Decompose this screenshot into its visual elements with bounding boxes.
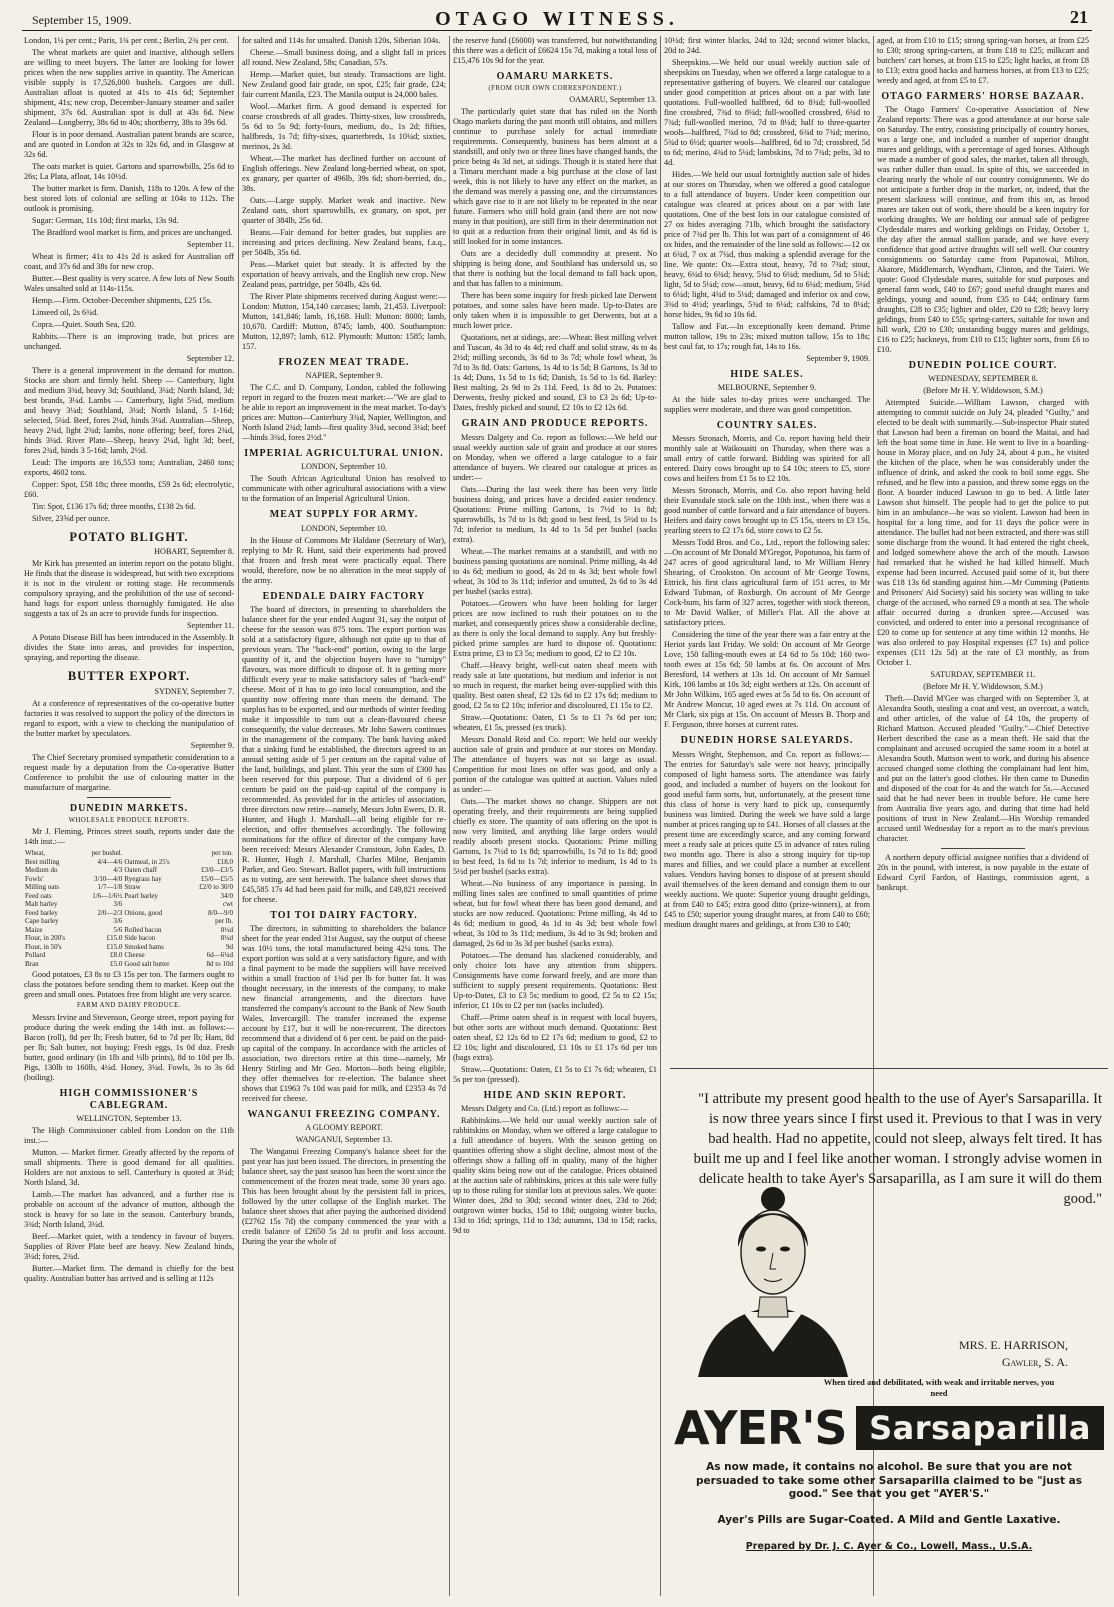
paragraph: The particularly quiet state that has ruled on the North Otago markets during the past month still obtains, and millers continue to purchase solely for actual immediate requirements. Consequently, business has been almost at a standstill, and only two or three lines have changed hands, the price being 4s 3d net, at sidings. Though it is stated here that a Timaru merchant made a big purchase at the close of last week, this is not likely to have any effect on the market, as the demand was merely a passing one, and the circumstances which gave rise to it are not likely to be repeated in the near future. Farmers who still hold grain (and there are not now many in that position), are still firm in their determination not to quit at a reduction from their original limit, and 4s 6d is still looked for in some instances. [453, 107, 657, 247]
table-cell: Flour, in 50's [25, 942, 62, 951]
table-cell: Rolled bacon [124, 925, 162, 934]
subheading: WHOLESALE PRODUCE REPORTS. [68, 816, 190, 824]
table-cell: 3/6 [113, 900, 123, 909]
column-4 [664, 36, 870, 1064]
headline-butter-export: BUTTER EXPORT. [67, 669, 191, 684]
headline-wanganui: WANGANUI FREEZING COMPANY. [247, 1108, 441, 1120]
paragraph: Hemp.—Firm. October-December shipments, £25 15s. [32, 296, 212, 305]
headline-potato-blight: POTATO BLIGHT. [69, 530, 189, 544]
table-cell: £5/0—£5/5 [201, 874, 233, 883]
column-rule [660, 36, 661, 1596]
table-cell: Fowls' [25, 874, 44, 883]
paragraph: Peas.—Market quiet but steady. It is affected by the exportation of heavy arrivals, and the English new crop. New Zealand peas, partridge, per 504lb, 42s 6d. [242, 260, 446, 289]
paragraph: Mr J. Fleming, Princes street south, reports under date the 14th inst.:— [24, 826, 234, 846]
paragraph: Straw.—Quotations: Oaten, £1 5s to £1 7s 6d; wheaten, £1 5s per ton (pressed). [453, 1064, 657, 1084]
table-row [24, 892, 234, 901]
table-cell: Medium do [25, 866, 58, 875]
headline-oamaru: OAMARU MARKETS. [496, 71, 614, 82]
table-cell: Bran [25, 959, 39, 968]
paragraph: Oats.—The market shows no change. Shippers are not operating freely, and their requirements are being supplied chiefly ex store. The quantity of oats offering on the spot is now very limited, and anything like large orders would readily absorb present stocks. Quotations: Prime milling Gartons, 1s 7½d to 1s 8d; sparrowbills, 1s 7d to 1s 8d; good to best feed, 1s 6d to 1s 7d; inferior to medium, 1s 4d to 1s 5½d per bushel (sacks extra). [453, 796, 657, 876]
ad-body-text: As now made, it contains no alcohol. Be sure that you are not persuaded to take some other Sarsaparilla claimed to be "just as good." See that you get "AYER'S." [696, 1461, 1082, 1501]
headline-hide-sales: HIDE SALES. [730, 369, 804, 380]
table-cell: cwt [222, 900, 233, 909]
table-cell: per ton. [211, 848, 233, 857]
table-row [24, 943, 234, 952]
brand-banner [674, 1403, 1104, 1453]
paragraph: The oats market is quiet. Gartons and sparrowbills, 25s 6d to 26s; La Plata, afloat, 14s 10½d. [24, 162, 234, 181]
headline-dunedin-markets: DUNEDIN MARKETS. [69, 802, 189, 814]
table-row [24, 875, 234, 884]
table-cell: Ryegrass hay [124, 874, 162, 883]
brand-name: AYER'S [674, 1401, 847, 1455]
dateline: (Before Mr H. Y. Widdowson, S.M.) [923, 386, 1043, 396]
paragraph: In the House of Commons Mr Haldane (Secretary of War), replying to Mr R. Hunt, said their experiments had proved that frozen and fresh meat were practically equal. There would, therefore, now be no alteration in the meat supply of the army. [242, 535, 446, 585]
paragraph: Beef.—Market quiet, with a tendency in favour of buyers. Supplies of River Plate beef are heavy. New Zealand hinds, 3¼d; fores, 2¾d. [24, 1232, 234, 1262]
dateline: WEDNESDAY, SEPTEMBER 8. [928, 374, 1038, 384]
paragraph: 10½d; first winter blacks, 24d to 32d; second winter blacks, 20d to 24d. [664, 36, 870, 55]
masthead [22, 5, 1092, 31]
table-cell: Wheat, [25, 848, 46, 857]
table-row [24, 951, 234, 960]
table-row [24, 960, 234, 969]
paragraph: Copra.—Quiet. South Sea, £20. [32, 320, 136, 329]
table-row [24, 858, 234, 867]
paragraph: Messrs Stronach, Morris, and Co. report having held their monthly sale at Waikouaiti on Thursday, when there was a small entry of cattle forward. Bidding was spirited for all entered. Dairy cows brought up to £4 10s; steers to £5, store cows and heifers from £1 5s to £2 10s. [664, 434, 870, 484]
paragraph: The directors, in submitting to shareholders the balance sheet for the year ended 31st August, say the output of cheese was 10½ tons, the total manufactured being 42¼ tons. The export portion was sold at a very satisfactory figure, and with a final payment to be made the suppliers will have received within a small fraction of 1¾d per lb for butter fat. It was thought necessary, in the interests of the company, to make new financial arrangements, and the directors have transferred the company's account to the Bank of New South Wales, Invercargill. The transfer increased the expense account by £17, but it will be non-recurrent. The directors recommend that a dividend of 6 per cent. be paid on the paid-up capital of the company. In accordance with the articles of association, two directors retire at this time—namely, Mr Henry Stirling and Mr Geo. Morton—both being eligible, they offer themselves for re-election. The balance sheet shows that £1963 7s 10d was paid for milk, and £2353 4s 7d received for cheese. [242, 923, 446, 1103]
table-cell: Pollard [25, 951, 46, 960]
author-name: MRS. E. HARRISON, [958, 1338, 1068, 1352]
paragraph: At the hide sales to-day prices were unchanged. The supplies were moderate, and there was good competition. [664, 395, 870, 415]
paragraph: Messrs Donald Reid and Co. report: We held our weekly auction sale of grain and produce at our stores on Monday. The attendance of buyers was not so large as usual. Competition for most lines on offer was good, and only a portion of the catalogue was quitted at auction. Values ruled as under:— [453, 734, 657, 794]
paragraph: Lead: The imports are 16,553 tons; Australian, 2460 tons; exports, 4602 tons. [24, 458, 234, 477]
testimonial-author [959, 1337, 1068, 1371]
table-cell: Best milling [25, 857, 60, 866]
subheading: A GLOOMY REPORT. [305, 1123, 383, 1133]
ad-caption: When tired and debilitated, with weak and irritable nerves, you need [823, 1377, 1055, 1398]
paragraph: Rabbits.—There is an improving trade, but prices are unchanged. [24, 332, 234, 351]
dateline: SATURDAY, SEPTEMBER 11. [930, 670, 1036, 680]
paragraph: Chaff.—Prime oaten sheaf is in request with local buyers, but other sorts are without much demand. Quotations: Best oaten sheaf, £2 12s 6d to £2 17s 6d; medium to good, £2 to £2 10s; light and discoloured, £1 10s to £1 17s 6d per ton (bags extra). [453, 1012, 657, 1062]
ayers-sarsaparilla-advertisement [670, 1068, 1108, 1593]
paragraph: The Wanganui Freezing Company's balance sheet for the past year has just been issued. The directors, in presenting the balance sheet, say the past season has been the worst since the commencement of the frozen meat trade, some 30 years ago. This has been brought about by the persistent fall in prices, followed by the utter collapse of the English market. The balance sheet shows that after paying the authorised dividend (£2762 15s 7d) the company commenced the year with a credit balance of £2650 5s 2d to profit and loss account. During the year the whole of [242, 1147, 446, 1247]
subheading: FARM AND DAIRY PRODUCE. [76, 1002, 182, 1010]
table-row [24, 926, 234, 935]
paragraph: Sugar: German, 11s 10d; first marks, 13s 9d. [32, 216, 179, 225]
table-cell: 4/4—4/6 [97, 857, 123, 866]
table-cell: £18.0 [217, 857, 233, 866]
paragraph: The South African Agricultural Union has resolved to communicate with other agricultural associations with a view to the formation of an Imperial Agricultural Union. [242, 474, 446, 504]
headline-hide-skin: HIDE AND SKIN REPORT. [483, 1089, 627, 1101]
paragraph: Messrs Stronach, Morris, and Co. also report having held their Evansdale stock sale on the 10th inst., when there was a good number of cattle forward and a fair attendance of buyers. Heifers and dairy cows brought up to £5 15s, steers to £3 15s, yearling steers to £2 17s 6d, store cows to £2 5s. [664, 486, 870, 536]
paragraph: Potatoes.—The demand has slackened considerably, and only choice lots have any attention from shippers. Consignments have come forward freely, and are more than sufficient to supply present requirements. Quotations: Best Up-to-Dates, £3 to £3 5s; medium to good, £2 5s to £2 15s; inferior, £1 10s to £2 per ton (sacks included). [453, 950, 657, 1010]
paragraph: Hides.—We held our usual fortnightly auction sale of hides at our stores on Thursday, when we offered a good catalogue to a full attendance of buyers. Under keen competition our catalogue was cleared at prices about on a par with late quotations. One of the best lots in our catalogue consisted of 27 ox hides averaging 71lb, which brought the satisfactory price of 7¾d per lb. This lot was part of a consignment of 46 ox hides, and the remainder of the line sold as follows:—12 ox at 6¾d, 7 ox at 7¼d, thus making a splendid average for the line. We quote: Ox—Extra stout, heavy, 7d to 7¾d; stout, heavy, 6¼d to 6¾d; heavy, 5¾d to 6¼d; medium, 5d to 5¾d; light, 5d to 5¼d; cow—stout, heavy, 6d to 6¼d; medium, 5¼d to 6¼d; light, 4¾d to 5¼d; damaged and inferior ox and cow, 3¾d to 4½d; yearlings, 5¾d to 6¼d; calfskins, 7d to 8¼d; horse hides, 9s 6d to 10s 6d. [664, 170, 870, 319]
table-cell: 6d—6¼d [206, 951, 233, 960]
dateline: SYDNEY, September 7. [154, 686, 234, 696]
table-cell [123, 917, 186, 926]
paragraph: Tin: Spot, £136 17s 6d; three months, £138 2s 6d. [32, 502, 196, 511]
paragraph: Messrs Dalgety and Co. report as follows:—We held our usual weekly auction sale of grain and produce at our stores on Monday, when we offered a large catalogue to a fair attendance of buyers. We cleared our catalogue at prices as under:— [453, 432, 657, 482]
page-number: 21 [1070, 7, 1088, 27]
paragraph: A northern deputy official assignee notifies that a dividend of 20s in the pound, with interest, is now payable in the estate of Edward Cyril Fardon, of Hastings, commission agent, a bankrupt. [877, 853, 1089, 893]
paragraph: Wheat.—The market has declined further on account of English offerings. New Zealand long-berried wheat, on spot, ex granary, per quarter of 496lb, 39s 6d; short-berried, do., 38s. [242, 154, 446, 193]
paragraph: Mr Kirk has presented an interim report on the potato blight. He finds that the disease is widespread, but with two exceptions it is not in the virulent or rotting stage. He recommends compulsory spraying, and the prohibition of the use of second-hand bags for export unless thoroughly fumigated. He also suggests a tax of 2s an acre to provide funds for inspection. [24, 559, 234, 619]
woman-portrait-illustration [688, 1147, 858, 1377]
table-cell: Oaten chaff [124, 866, 158, 875]
table-cell: 5/6 [113, 925, 123, 934]
headline-imperial-union: IMPERIAL AGRICULTURAL UNION. [244, 448, 444, 460]
paragraph: There is a general improvement in the demand for mutton. Stocks are short and firmly held. Sheep — Canterbury, light and medium 3¾d, heavy 3d; Southland, 3¼d; North Island, 3d; best brands, 3¼d. Lambs — Canterbury, light 5¾d, medium and heavy 3¼d; Southland, 3¼d; North Island, 5 1-16d; selected, 5¼d. Beef, fores 2¼d, hinds 3¼d. Australian—Sheep, heavy 2¾d, light 2¾d; lambs, none offering; beef, fores 2¾d, hinds 3¼d. River Plate—Sheep, heavy 2¼d, light 3d; beef, fores 2¾d, hinds 3 5-16d; lamb, 2½d. [24, 366, 234, 455]
dateline: September 12. [186, 354, 234, 363]
paragraph: Butter.—Market firm. The demand is chiefly for the best quality. Australian butter has arrived and is selling at 112s [24, 1264, 234, 1284]
paragraph: Theft.—David M'Gee was charged with on September 3, at Alexandra South, stealing a coat and vest, an overcoat, a watch, and other articles, of the value of £4 10s, the property of Richard Mattson. Accused pleaded "Guilty."—Chief Detective Herbert described the case as a mean theft. He said that the complainant and accused occupied the same room in a hotel at Alexandra South. Mattson went to work, and during his absence accused changed some clothing the complainant had lent him, and put on the latter's good clothes. He then came to Dunedin and disposed of the coat for 4s and the watch for 5s.—Accused said that he had never been in trouble before. He came here from Australia five years ago, and during that time had held positions of trust in New Zealand.—His Worship remanded accused until Wednesday for a report as to the man's previous character. [877, 694, 1089, 844]
table-cell: per lb. [215, 917, 233, 926]
paragraph: Wheat is firmer; 41s to 41s 2d is asked for Australian off coast, and 37s 6d and 38s for new crop. [24, 252, 234, 271]
table-row [24, 849, 234, 858]
issue-date: September 15, 1909. [32, 13, 132, 27]
paragraph: The butter market is firm. Danish, 118s to 120s. A few of the best stored lots of colonial are selling at 104s to 112s. The outlook is promising. [24, 184, 234, 213]
column-rule [238, 36, 239, 1596]
table-cell: £15.0 [106, 934, 123, 943]
paragraph: Silver, 23⅝d per ounce. [32, 514, 110, 523]
column-5 [877, 36, 1089, 1064]
table-cell: £2/0 to 30/0 [199, 883, 233, 892]
column-1 [24, 36, 234, 1601]
table-row [24, 866, 234, 875]
dateline: MELBOURNE, September 9. [717, 383, 817, 393]
paragraph: Considering the time of the year there was a fair entry at the Heriot yards last Friday. We sold: On account of Mr George Love, 150 falling-mouth ewes at £4 6d to 5s 10d; 160 two-tooth ewes at 15s 6d; 50 lambs at 6s. On account of Mrs Beresford, 14 wethers at 13s 1d. On account of Mr Samuel Kirk, 106 lambs at 10s 3d; eight wethers at 12s. On account of Mr John Wilkins, 165 aged ewes at 5s 5d to 6s. On account of Mr Andrew Moncur, 10 aged ewes at 7s 11d. On account of Mr Clark, six pigs at 15s. On account of Messrs B. Thorp and F. Ferguson, three horses at current rates. [664, 630, 870, 730]
table-cell: Onions, good [124, 908, 163, 917]
paragraph: The board of directors, in presenting to shareholders the balance sheet for the year ended August 31, say the output of cheese for the season was 875 tons. The export portion was sold at a satisfactory figure, although not quite up to that of previous years. The "back-end" portion, owing to the large quantity of it, and the objection buyers have to "turnipy" flavours, was more difficult to dispose of. It is getting more difficult every year to make satisfactory sales of "back-end" cheese. Most of it has to go into local consumption, and the quantity now offering more than meets the demand. The surplus has to be exported, and our methods of winter feeding make it impossible to turn out a clean-flavoured cheese consequently, the value decreases. Mr John Sawers continues in the management of the company. The bank having asked that a sinking fund be established, the directors agreed to an annual setting aside of 5 per centum on the capital value of the land, buildings, and plant. This year the sum of £300 has been reserved for this purpose. That a dividend of 6 per centum be paid on the paid-up capital of the company is recommended. As provided for in the articles of association, three directors now retire—namely, Messrs John Ewers, D. R. Hunter, and Hugh J. Marshall—all being eligible for re-election, and offer themselves accordingly. The following nominations for the office of director of the company have been received: Messrs Alexander Cranstoun, John Eades, D. R. Hunter, Hugh J. Marshall, Charles Milne, Benjamin Parker, and Geo. Stewart. Ballot papers, with full instructions as to voting, are sent herewith. The balance sheet shows that £45,585 17s 4d had been paid for milk, and £49,821 received for cheese. [242, 604, 446, 904]
dateline: LONDON, September 10. [301, 462, 387, 472]
paragraph: Copper: Spot, £58 18s; three months, £59 2s 6d; electrolytic, £60. [24, 480, 234, 499]
column-rule [449, 36, 450, 1596]
paragraph: A Potato Disease Bill has been introduced in the Assembly. It divides the State into areas, and provides for inspection, spraying, and reporting the disease. [24, 633, 234, 663]
paragraph: for salted and 114s for unsalted. Danish 120s, Siberian 104s. [242, 36, 441, 45]
newspaper-title: OTAGO WITNESS. [435, 8, 679, 30]
table-row [24, 934, 234, 943]
product-name: Sarsaparilla [856, 1406, 1104, 1450]
table-cell: per bushel. [91, 848, 123, 857]
paragraph: Tallow and Fat.—In exceptionally keen demand. Prime mutton tallow, 19s to 23s; mixed mutton tallow, 15s to 18s; best caul fat, to 17s; rough fat, 14s to 16s. [664, 322, 870, 351]
table-cell: 8d to 10d [206, 959, 233, 968]
paragraph: Hemp.—Market quiet, but steady. Transactions are light. New Zealand good fair grade, on spot, £25; fair grade, £24; fair current Manila, £23. The Manila output is 24,000 bales. [242, 70, 446, 99]
paragraph: Oats are a decidedly dull commodity at present. No shipping is being done, and Southland has undersold us, so that there is nothing but the local demand to fall back upon, and that has fallen to a minimum. [453, 249, 657, 289]
table-cell: 8½d [220, 925, 233, 934]
dateline: September 9, 1909. [806, 354, 870, 363]
author-place: Gawler, S. A. [1001, 1354, 1068, 1369]
paragraph: There has been some inquiry for fresh picked late Derwent potatoes, and some sales have been made. Up-to-Dates are only taken when it is impossible to get Derwents, but at a much lower price. [453, 291, 657, 331]
paragraph: The Otago Farmers' Co-operative Association of New Zealand reports: There was a good attendance at our horse sale on Saturday. The entry, consisting principally of country horses, was a large one, and included a number of superior draught mares and geldings, with a percentage of aged horses. Although we made a number of good sales, the market, taken all through, was rather duller than usual. In spite of this, we succeeded in clearing nearly the whole of our country consignments. We do not anticipate a further drop in the market, or, indeed, that the present slackness will continue, and from this on, as brood mares are taken out of work, there should be a keen inquiry for working draughts. We are holding our annual sale of pedigree Clydesdale mares and working geldings on Friday, October 1, the day after the annual stallion parade, and we have every confidence that good active draughts will sell well. Our country consignments on Saturday came from Papatowai, Milton, Akatore, Middlemarch, Wyndham, Clinton, and the Taieri. We quote: Good Clydesdale mares, suitable for stud purposes and general farm work, £40 to £67; good useful draught mares and geldings, young and sound, from £35 to £44; ordinary farm draughts, £28 to £35; lighter and older, £20 to £28; heavy lorry geldings, from £40 to £55; spring-carters, suitable for town and hill work, £20 to £30; unstanding buggy mares and geldings, £16 to £25; hackneys, from £10 to £15; lighter sorts, from £6 to £10. [877, 105, 1089, 355]
table-cell: Feed barley [25, 908, 58, 917]
table-cell: 3/6 [113, 917, 123, 926]
paragraph: Sheepskins.—We held our usual weekly auction sale of sheepskins on Tuesday, when we offered a large catalogue to a representative gathering of buyers. We cleared our catalogue under good competition at prices about on a par with late quotations. Full-woolled halfbred, 6d to 8¾d; full-woolled fine crossbred, 7¾d to 8¼d; full-woolled crossbred, 6¾d to 7¾d; full-woolled merino, 7d to 8¼d; half to three-quarter wools—halfbred, 7¾d to 8d; crossbred, 6¾d to 7¾d; merino, 5¾d to 6½d; quarter wools—halfbred, 6d to 7d; crossbred, 5d to 6d; merino, 4¾d to 5¼d; lambskins, 7d to 7¾d; pelts, 3d to 4d. [664, 58, 870, 167]
paragraph: Quotations, net at sidings, are:—Wheat: Best milling velvet and Tuscan, 4s 3d to 4s 4d; red chaff and solid straw, 4s to 4s 2½d; milling seconds, 3s 6d to 3s 7d; whole fowl wheat, 3s 7d to 3s 8d. Oats: Gartons, 1s 4d to 1s 5d; B Gartons, 1s 3d to 1s 4d; Duns, 1s 5d to 1s 6d; Danish, 1s 5d to 1s 6d. Barley: Best malting, 2s 9d to 2s 11d. Feed, 1s 8d to 2s. Potatoes: Derwents, freshy picked and sound, £3 to £3 2s 6d; Up-to-Dates, freshly picked and sound, £2 10s to £2 12s 6d. [453, 333, 657, 413]
paragraph: Oats.—Large supply. Market weak and inactive. New Zealand oats, short sparrowbills, ex granary, on spot, per quarter of 384lb, 25s 6d. [242, 196, 446, 225]
dateline: WELLINGTON, September 13. [76, 1114, 182, 1124]
paragraph: The Chief Secretary promised sympathetic consideration to a request made by a deputation from the Co-operative Butter Conference to prohibit the use of colouring matter in the manufacture of margarine. [24, 752, 234, 792]
table-cell: Straw [124, 883, 141, 892]
table-cell: Oatmeal, in 25's [124, 857, 170, 866]
divider [87, 797, 171, 798]
table-row [24, 900, 234, 909]
table-cell: Pearl barley [124, 891, 158, 900]
headline-frozen-meat: FROZEN MEAT TRADE. [278, 357, 410, 368]
paragraph: the reserve fund (£6000) was transferred, but notwithstanding this there was a deficit of £6624 15s 7d, making a total loss of £15,476 10s 9d for the year. [453, 36, 657, 65]
table-cell: 4/3 [113, 866, 123, 875]
paragraph: Beans.—Fair demand for better grades, but supplies are increasing and prices declining. New Zealand beans, f.a.q., per 504lb, 35s 6d. [242, 228, 446, 257]
paragraph: Flour is in poor demand. Australian patent brands are scarce, and are quoted in London at 32s to 32s 6d, and in Glasgow at 32s 6d. [24, 130, 234, 159]
table-cell: 8¼d [220, 934, 233, 943]
table-cell: Feed oats [25, 891, 52, 900]
table-cell: Cheese [124, 951, 145, 960]
table-cell: 3/10—4/0 [93, 874, 123, 883]
paragraph: aged, at from £10 to £15; strong spring-van horses, at from £25 to £30; strong spring-carters, at from £18 to £25; milkcart and butchers' cart horses, at from £15 to £25; light hacks, at from £8 to £13; extra good hacks and harness horses, at from £13 to £25; weedy and aged, at from £5 to £7. [877, 36, 1089, 85]
dateline: LONDON, September 10. [301, 523, 387, 533]
table-cell: Malt barley [25, 900, 58, 909]
table-cell: 8/0—9/0 [208, 908, 233, 917]
paragraph: Messrs Todd Bros. and Co., Ltd., report the following sales:—On account of Mr Donald M'Gregor, Popotunoa, his farm of 247 acres of good agricultural land, to Mr William Henry Shearing, of Crookston. On account of Mr George Towns, Ettrick, his first class agricultural farm of 151 acres, to Mr Edward Tubman, of Roxburgh. On account of Mr George Cock-burn, his farm of 327 acres, together with stock thereon, to Mr David Walker, of Miller's Flat. All the above at satisfactory prices. [664, 538, 870, 628]
headline-meat-supply: MEAT SUPPLY FOR ARMY. [269, 509, 419, 521]
paragraph: The Bradford wool market is firm, and prices are unchanged. [32, 228, 233, 237]
dateline: WANGANUI, September 13. [295, 1135, 393, 1145]
paragraph: Wool.—Market firm. A good demand is expected for coarse crossbreds of all grades. Thirty-sixes, low crossbreds, 5s 6d to 5s 9d; forty-fours, medium, do., 1s 2d; fifties, halfbreds, 1s 7d; fifty-sixes, quarterbreds, 1s 10¼d; sixties, merinos, 2s 3d. [242, 102, 446, 151]
paragraph: Attempted Suicide.—William Lawson, charged with attempting to commit suicide on July 24, pleaded "Guilty," and elected to be dealt with summarily.—Sub-inspector Phair stated that Lawson had been a fireman on board the Maitai, and had left the boat some time in June. He went to live in a boarding-house in Moray place, and on July 24, about 4 p.m., he visited the kitchen of the place, when he was considerably under the influence of drink, and asked the cook to boil some eggs. She refused, and he flew into a passion, and threw some eggs on the floor. A boarder induced Lawson to go to bed. A little later Lawson shot himself. The people had to get the police to put him in an ambulance—he was so violent. Lawson had been in hospital for a long time, and for 11 days the police were in attendance. The bullet had not been extracted, and there was still some discharge from the wound. It had entered the right cheek, and lodged somewhere above the arch of the mouth. Lawson had remarked that he wished he had killed himself. Much expense had been incurred. Accused paid some of it, but there was £18 13s 6d standing against him.—Mr Cumming (Patients and Prisoners' Aid Society) said his society was willing to take charge of the accused, who earned £9 a month at sea. The whole affair occurred during a drunken spree.—Accused was convicted, and ordered to enter into a personal recognisance of £20 to come up for sentence at any time within 12 months. He was also ordered to pay Hospital expenses (£7 1s) and police expenses (£11 12s 5d) at the rate of £3 monthly, as from October 1. [877, 398, 1089, 668]
paragraph: Messrs Irvine and Stevenson, George street, report paying for produce during the week ending the 14th inst. as follows:—Bacon (roll), 8d per lb; Fresh butter, 6d to 7d per lb; Ham, 8d per lb; Salt butter, not buying; Fresh eggs, 1s 0d doz. Fresh butter, good ordinary (in 1lb and ½lb prints), 8d to 10d per lb. Pigs, 130lb to 160lb, 4¼d. Honey, 3¼d. Fowls, 3s to 3s 6d (boiling). [24, 1012, 234, 1082]
paragraph: Messrs Dalgety and Co. (Ltd.) report as follows:— [461, 1103, 629, 1113]
column-3 [453, 36, 657, 1601]
table-cell [123, 849, 186, 858]
ad-pills-line: Ayer's Pills are Sugar-Coated. A Mild and Gentle Laxative. [717, 1514, 1061, 1526]
table-cell: Milling oats [25, 883, 60, 892]
headline-edendale: EDENDALE DAIRY FACTORY [262, 590, 426, 602]
paragraph: Mutton. — Market firmer. Greatly affected by the reports of small shipments. There is good demand for all qualities. Holders are not anxious to sell. Canterbury is quoted at 3¼d; North Island, 3d. [24, 1148, 234, 1188]
paragraph: Lamb.—The market has advanced, and a further rise is probable on account of the advance of mutton, although the stock is heavy for so late in the season. Canterbury brands, 3¾d; North Island, 3¼d. [24, 1190, 234, 1230]
table-cell: £8.0 [110, 951, 123, 960]
table-cell: 34/0 [220, 891, 233, 900]
column-2 [242, 36, 446, 1601]
paragraph: At a conference of representatives of the co-operative butter factories it was resolved to support the policy of the directors in regard to export, with a view to checking the manipulation of the butter market by speculators. [24, 698, 234, 738]
headline-police-court: DUNEDIN POLICE COURT. [908, 360, 1058, 372]
dateline: HOBART, September 8. [154, 547, 234, 557]
table-cell: Maize [25, 925, 43, 934]
paragraph: Butter.—Best quality is very scarce. A few lots of New South Wales unsalted sold at 114s-115s. [24, 274, 234, 293]
table-cell: £5.0 [110, 959, 123, 968]
table-row [24, 917, 234, 926]
market-price-table [24, 849, 234, 968]
table-cell: £3/0—£3/5 [201, 866, 233, 875]
paragraph: The C.C. and D. Company, London, cabled the following report in regard to the frozen meat market:—"We are glad to be able to report an improvement in the meat market. To-day's prices are: Mutton—Canterbury 3¾d, Napier, Wellington, and North Island 2¾d; lamb—first quality 3¾d, second 3¼d; beef—hinds 3¾d, fores 2½d." [242, 383, 446, 443]
table-cell: 1/7—1/8 [97, 883, 123, 892]
paragraph: Wheat.—No business of any importance is passing. In milling lines sales are confined to small quantities of prime wheat, but for fowl wheat there has been good demand, and stocks are now reduced. Quotations: Prime milling, 4s 4d to 4s 6d; medium to good, 4s 1d to 4s 3d; best whole fowl wheat, 3s 10d to 3s 11d; medium, 3s 4d to 3s 9d; broken and damaged, 2s 6d to 3s 3d per bushel (sacks extra). [453, 878, 657, 948]
paragraph: Linseed oil, 2s 6¾d. [32, 308, 99, 317]
subheading: (FROM OUR OWN CORRESPONDENT.) [488, 85, 622, 93]
paragraph: London, 1¼ per cent.; Paris, 1¾ per cent.; Berlin, 2¾ per cent. [24, 36, 229, 45]
paragraph: Potatoes.—Growers who have been holding for larger prices are now inclined to rush their potatoes on to the market, and consequently prices show a considerable decline, as there is only the local demand to supply. Any but freshly-picked prime samples are hard to dispose of. Quotations: Extra prime, £3 to £3 5s; medium to good, £2 to £2 10s. [453, 598, 657, 658]
divider [941, 848, 1026, 849]
headline-grain-produce: GRAIN AND PRODUCE REPORTS. [461, 418, 649, 430]
dateline: September 11. [187, 240, 234, 249]
table-row [24, 909, 234, 918]
ad-footer: Prepared by Dr. J. C. Ayer & Co., Lowell, Mass., U.S.A. [745, 1541, 1033, 1552]
paragraph: Messrs Wright, Stephenson, and Co. report as follows:—The entries for Saturday's sale were not heavy, principally composed of light harness sorts. The attendance was fairly good, and included a number of buyers on the lookout for good useful farm sorts, but, unfortunately, at the present time this class of horse is very hard to pick up, consequently business was limited. During the week we have sold a large number at prices ranging up to £41. Horses of all classes at the present time are exceedingly scarce, and any coming forward meet a ready sale at prices quite £5 in advance of rates ruling two months ago. There is also a strong inquiry for tip-top mares and fillies, and we could place a number at excellent values. Vendors having horses to dispose of at present should avail themselves of the keen demand and consign them to our weekly auctions. We quote: Superior young draught geldings, at from £40 to £45; extra good ditto (prize-winners), at from £45 to £50; superior young draught mares, at from £40 to £60; medium draught mares and geldings, at from £30 to £40; [664, 749, 870, 929]
paragraph: The River Plate shipments received during August were:—London: Mutton, 154,140 carcases; lamb, 21,453. Liverpool: Mutton, 141,846; lamb, 16,168. Hull: Mutton: 8000; lamb, 10,670. Cardiff: Mutton, 8745; lamb, 400. Southampton: Mutton, 12,897; lamb, 612. Plymouth: Mutton: 1585; lamb, 157. [242, 292, 446, 351]
paragraph: Good potatoes, £3 8s to £3 15s per ton. The farmers ought to class the potatoes before sending them to market. Keep out the green and small ones. Potatoes free from blight are very scarce. [24, 970, 234, 1000]
dateline: (Before Mr H. Y. Widdowson, S.M.) [923, 682, 1043, 692]
table-cell: Side bacon [124, 934, 156, 943]
dateline: NAPIER, September 9. [305, 371, 383, 381]
headline-high-commissioner: HIGH COMMISSIONER'S CABLEGRAM. [59, 1087, 199, 1111]
paragraph: Chaff.—Heavy bright, well-cut oaten sheaf meets with ready sale at late quotations, but medium and inferior is not so much in request, the market being over-supplied with this quality. Best oaten sheaf, £2 12s 6d to £2 17s 6d; medium to good, £2 5s to £2 10s; inferior and discoloured, £1 15s to £2. [453, 660, 657, 710]
paragraph: Wheat.—The market remains at a standstill, and with no business passing quotations are nominal. Prime milling, 4s 4d to 4s 6d; medium to good, 4s 2d to 4s 3d; best whole fowl wheat, 3s 10d to 3s 11d; inferior and smutted, 2s 6d to 3s 4d per bushel (sacks extra). [453, 546, 657, 596]
table-cell: Good salt butter [124, 959, 170, 968]
table-row [24, 883, 234, 892]
table-cell: Flour, in 200's [25, 934, 66, 943]
table-cell: Cape barley [25, 917, 59, 926]
table-cell [123, 900, 186, 909]
table-cell: 2/0—2/3 [97, 908, 123, 917]
paragraph: The wheat markets are quiet and inactive, although sellers are willing to meet buyers. The latter are looking for lower prices when the new supplies arrive in quantity. The American visible supply is 17,526,000 bushels. Cargoes are dull. Australian afloat is quoted at 41s to 41s 6d; September shipment, 41s; new crop, December-January steamer and sailer shipment, 37s 6d. Australian spot is dull at 43s 6d. New Zealand—Longberry, 38s 6d to 40s; shortberry, 38s to 39s 6d. [24, 48, 234, 127]
headline-toi-toi: TOI TOI DAIRY FACTORY. [270, 909, 418, 921]
paragraph: Oats.—During the last week there has been very little business doing, and prices have a decided easier tendency. Quotations: Prime milling Gartons, 1s 7½d to 1s 8d; sparrowbills, 1s 7d to 1s 8d; good to best feed, 1s 5½d to 1s 7d; inferior to medium, 1s 4d to 1s 5d per bushel (sacks extra). [453, 484, 657, 544]
paragraph: The High Commissioner cabled from London on the 11th inst.:— [24, 1126, 234, 1146]
table-cell: Smoked hams [124, 942, 164, 951]
headline-horse-saleyards: DUNEDIN HORSE SALEYARDS. [680, 735, 854, 747]
table-cell: 1/6—1/6½ [92, 891, 123, 900]
paragraph: Straw.—Quotations: Oaten, £1 5s to £1 7s 6d per ton; wheaten, £1 5s, pressed (ex truck). [453, 712, 657, 732]
table-cell: £15.0 [106, 942, 123, 951]
dateline: September 11. [187, 621, 234, 631]
paragraph: Rabbitskins.—We held our usual weekly auction sale of rabbitskins on Monday, when we offered a large catalogue to a full attendance of buyers. With the season getting on quantities offering show a slight decline, almost most of the offerings show a falling off in quality, many of the higher quality skins being now out of the catalogue. Prices obtained at the auction sale of rabbitskins, prices at this sale were fully up to those ruling for similar lots at previous sales. We quote: Winter does, 28d to 30d; second winter does, 23d to 26d; outgrown winter bucks, 15d to 18d; outgoing winter bucks, 13d to 16d; springs, 11d to 13d; autumns, 13d to 15d; racks, 9d to [453, 1115, 657, 1235]
dateline: September 9. [190, 740, 234, 750]
dateline: OAMARU, September 13. [569, 95, 657, 105]
table-cell: 9d [226, 942, 233, 951]
testimonial-quote: "I attribute my present good health to the use of Ayer's Sarsaparilla. It is now three years since I first used it. Previous to that I was in very bad health. Had no appetite, could not sleep, always felt tired. It has built me up and I feel like another woman. I strongly advise women in delicate health to take Ayer's Sarsaparilla, as I am sure it will do them good." [693, 1091, 1102, 1207]
paragraph: Cheese.—Small business doing, and a slight fall in prices all round. New Zealand, 58s; Canadian, 57s. [242, 48, 446, 67]
headline-country-sales: COUNTRY SALES. [716, 420, 818, 432]
headline-horse-bazaar: OTAGO FARMERS' HORSE BAZAAR. [881, 91, 1085, 102]
